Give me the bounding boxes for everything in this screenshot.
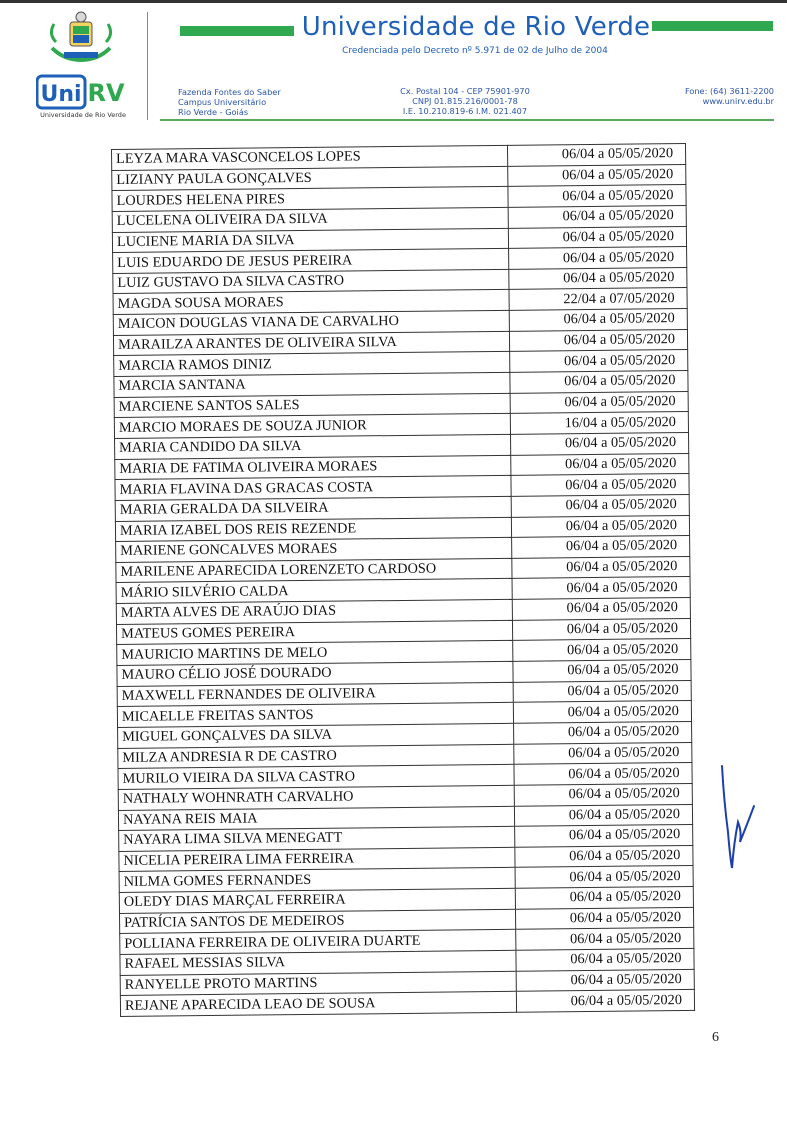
university-crest-icon <box>44 8 118 66</box>
employee-name-cell: POLLIANA FERREIRA DE OLIVEIRA DUARTE <box>120 930 516 955</box>
address-block-right <box>620 86 774 106</box>
unirv-logo-icon <box>36 74 128 110</box>
address-line: I.E. 10.210.819-6 I.M. 021.407 <box>402 106 528 116</box>
header-underline <box>160 119 774 121</box>
period-cell: 06/04 a 05/05/2020 <box>515 845 693 868</box>
period-cell: 06/04 a 05/05/2020 <box>514 721 692 744</box>
website-text: www.unirv.edu.br <box>702 96 774 106</box>
period-cell: 06/04 a 05/05/2020 <box>514 763 692 786</box>
period-cell: 06/04 a 05/05/2020 <box>513 701 691 724</box>
employee-name-cell: MURILO VIEIRA DA SILVA CASTRO <box>118 765 514 790</box>
employee-name-cell: MARIENE GONCALVES MORAES <box>116 537 512 562</box>
handwritten-signature-icon <box>718 762 758 872</box>
period-cell: 06/04 a 05/05/2020 <box>508 164 686 187</box>
employee-name-cell: RANYELLE PROTO MARTINS <box>120 971 516 996</box>
period-cell: 06/04 a 05/05/2020 <box>511 432 689 455</box>
period-cell: 06/04 a 05/05/2020 <box>513 639 691 662</box>
employee-name-cell: LUIS EDUARDO DE JESUS PEREIRA <box>113 249 509 274</box>
period-cell: 06/04 a 05/05/2020 <box>516 948 694 971</box>
header-green-bar-left <box>180 26 294 36</box>
employee-name-cell: MÁRIO SILVÉRIO CALDA <box>116 579 512 604</box>
period-cell: 06/04 a 05/05/2020 <box>511 453 689 476</box>
period-cell: 06/04 a 05/05/2020 <box>515 804 693 827</box>
period-cell: 06/04 a 05/05/2020 <box>512 556 690 579</box>
period-cell: 06/04 a 05/05/2020 <box>516 907 694 930</box>
employee-name-cell: MARCIA SANTANA <box>114 372 510 397</box>
period-cell: 06/04 a 05/05/2020 <box>516 990 694 1013</box>
employee-name-cell: MAURO CÉLIO JOSÉ DOURADO <box>117 661 513 686</box>
top-border <box>0 0 787 3</box>
period-cell: 06/04 a 05/05/2020 <box>509 309 687 332</box>
address-line: Campus Universitário <box>178 97 267 107</box>
employee-name-cell: MILZA ANDRESIA R DE CASTRO <box>118 744 514 769</box>
period-cell: 06/04 a 05/05/2020 <box>514 783 692 806</box>
period-cell: 06/04 a 05/05/2020 <box>513 659 691 682</box>
employee-name-cell: MARCIA RAMOS DINIZ <box>114 352 510 377</box>
employee-name-cell: NAYARA LIMA SILVA MENEGATT <box>119 826 515 851</box>
employee-name-cell: NICELIA PEREIRA LIMA FERREIRA <box>119 847 515 872</box>
employee-name-cell: LOURDES HELENA PIRES <box>112 187 508 212</box>
accreditation-text: Credenciada pelo Decreto nº 5.971 de 02 de Julho de 2004 <box>342 46 608 56</box>
employee-name-cell: PATRÍCIA SANTOS DE MEDEIROS <box>120 909 516 934</box>
university-name: Universidade de Rio Verde <box>301 12 651 42</box>
employee-name-cell: MAICON DOUGLAS VIANA DE CARVALHO <box>113 310 509 335</box>
employee-name-cell: MARTA ALVES DE ARAÚJO DIAS <box>116 599 512 624</box>
address-block-left <box>178 87 281 117</box>
period-cell: 06/04 a 05/05/2020 <box>512 536 690 559</box>
period-cell: 06/04 a 05/05/2020 <box>513 618 691 641</box>
page-number: 6 <box>712 1030 719 1045</box>
period-cell: 06/04 a 05/05/2020 <box>509 267 687 290</box>
logo-caption: Universidade de Rio Verde <box>40 111 126 119</box>
period-cell: 06/04 a 05/05/2020 <box>512 598 690 621</box>
logo-uni-text: Uni <box>40 82 82 107</box>
period-cell: 06/04 a 05/05/2020 <box>515 825 693 848</box>
address-line: Rio Verde - Goiás <box>178 107 249 117</box>
period-cell: 06/04 a 05/05/2020 <box>516 928 694 951</box>
period-cell: 06/04 a 05/05/2020 <box>515 887 693 910</box>
employee-name-cell: MARIA IZABEL DOS REIS REZENDE <box>115 517 511 542</box>
employee-name-cell: MARAILZA ARANTES DE OLIVEIRA SILVA <box>113 331 509 356</box>
roster-table-body <box>112 143 695 1016</box>
employee-name-cell: OLEDY DIAS MARÇAL FERREIRA <box>119 888 515 913</box>
period-cell: 06/04 a 05/05/2020 <box>514 742 692 765</box>
employee-name-cell: NILMA GOMES FERNANDES <box>119 868 515 893</box>
employee-name-cell: MARCIO MORAES DE SOUZA JUNIOR <box>114 414 510 439</box>
employee-name-cell: NAYANA REIS MAIA <box>118 806 514 831</box>
logo-rv-text: RV <box>87 79 125 107</box>
period-cell: 06/04 a 05/05/2020 <box>509 247 687 270</box>
employee-name-cell: MAXWELL FERNANDES DE OLIVEIRA <box>117 682 513 707</box>
employee-name-cell: MAGDA SOUSA MORAES <box>113 290 509 315</box>
employee-name-cell: MICAELLE FREITAS SANTOS <box>117 703 513 728</box>
address-line: Cx. Postal 104 - CEP 75901-970 <box>400 86 530 96</box>
header-green-bar-right <box>652 21 773 31</box>
employee-name-cell: MARIA FLAVINA DAS GRACAS COSTA <box>115 476 511 501</box>
employee-name-cell: MARIA DE FATIMA OLIVEIRA MORAES <box>115 455 511 480</box>
address-block-middle <box>380 86 550 116</box>
employee-name-cell: RAFAEL MESSIAS SILVA <box>120 950 516 975</box>
period-cell: 06/04 a 05/05/2020 <box>510 371 688 394</box>
employee-name-cell: LUCELENA OLIVEIRA DA SILVA <box>112 207 508 232</box>
employee-name-cell: MIGUEL GONÇALVES DA SILVA <box>118 723 514 748</box>
employee-name-cell: LUCIENE MARIA DA SILVA <box>112 228 508 253</box>
employee-name-cell: MATEUS GOMES PEREIRA <box>116 620 512 645</box>
employee-name-cell: LUIZ GUSTAVO DA SILVA CASTRO <box>113 269 509 294</box>
employee-name-cell: LIZIANY PAULA GONÇALVES <box>112 166 508 191</box>
header-divider <box>147 12 148 120</box>
period-cell: 06/04 a 05/05/2020 <box>508 143 686 166</box>
period-cell: 06/04 a 05/05/2020 <box>510 391 688 414</box>
period-cell: 06/04 a 05/05/2020 <box>511 474 689 497</box>
period-cell: 06/04 a 05/05/2020 <box>516 969 694 992</box>
period-cell: 06/04 a 05/05/2020 <box>512 577 690 600</box>
employee-name-cell: MARILENE APARECIDA LORENZETO CARDOSO <box>116 558 512 583</box>
period-cell: 22/04 a 07/05/2020 <box>509 288 687 311</box>
period-cell: 06/04 a 05/05/2020 <box>508 185 686 208</box>
period-cell: 06/04 a 05/05/2020 <box>510 329 688 352</box>
employee-name-cell: NATHALY WOHNRATH CARVALHO <box>118 785 514 810</box>
address-line: CNPJ 01.815.216/0001-78 <box>412 96 518 106</box>
roster-table <box>111 143 695 1017</box>
employee-name-cell: MAURICIO MARTINS DE MELO <box>117 641 513 666</box>
employee-name-cell: MARCIENE SANTOS SALES <box>114 393 510 418</box>
employee-name-cell: LEYZA MARA VASCONCELOS LOPES <box>112 145 508 170</box>
employee-name-cell: MARIA CANDIDO DA SILVA <box>115 434 511 459</box>
period-cell: 06/04 a 05/05/2020 <box>515 866 693 889</box>
phone-text: Fone: (64) 3611-2200 <box>684 86 774 96</box>
period-cell: 06/04 a 05/05/2020 <box>508 205 686 228</box>
period-cell: 06/04 a 05/05/2020 <box>513 680 691 703</box>
period-cell: 16/04 a 05/05/2020 <box>510 412 688 435</box>
employee-name-cell: REJANE APARECIDA LEAO DE SOUSA <box>120 992 516 1017</box>
address-line: Fazenda Fontes do Saber <box>178 87 281 97</box>
employee-name-cell: MARIA GERALDA DA SILVEIRA <box>115 496 511 521</box>
period-cell: 06/04 a 05/05/2020 <box>511 494 689 517</box>
period-cell: 06/04 a 05/05/2020 <box>508 226 686 249</box>
period-cell: 06/04 a 05/05/2020 <box>510 350 688 373</box>
period-cell: 06/04 a 05/05/2020 <box>512 515 690 538</box>
